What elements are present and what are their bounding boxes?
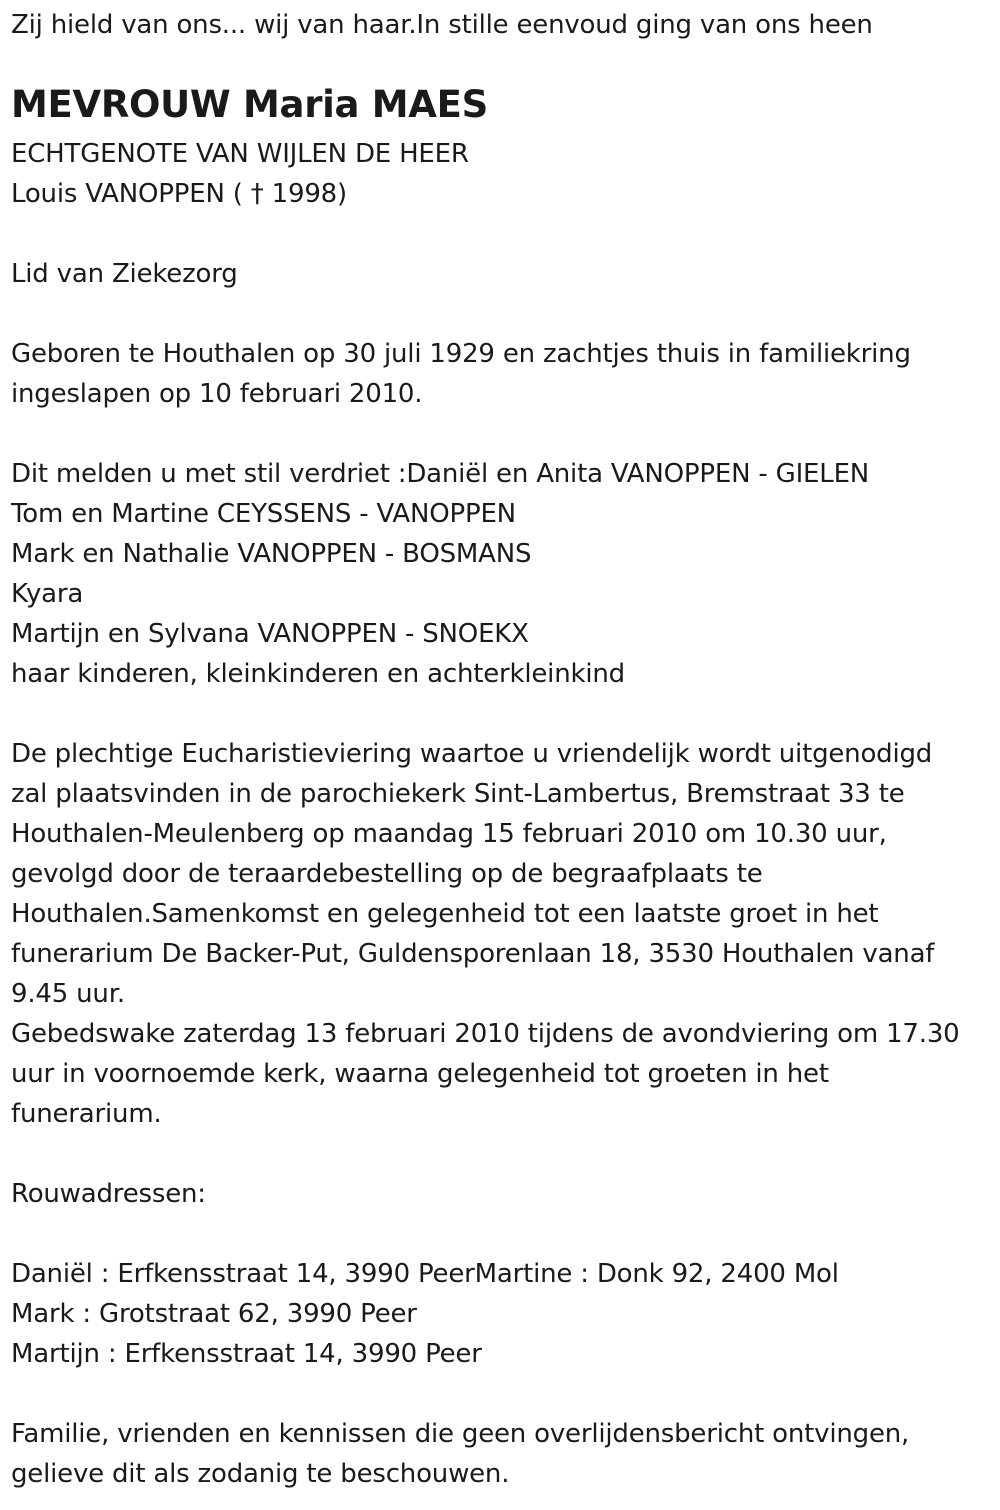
closing-line-1: Familie, vrienden en kennissen die geen overlijdensbericht ontvingen, xyxy=(11,1419,910,1449)
ceremony-line: funerarium De Backer-Put, Guldensporenlaan 18, 3530 Houthalen vanaf xyxy=(11,939,935,969)
ceremony-line: Houthalen-Meulenberg op maandag 15 februari 2010 om 10.30 uur, xyxy=(11,819,887,849)
addresses-heading: Rouwadressen: xyxy=(11,1179,206,1209)
ceremony-line: Houthalen.Samenkomst en gelegenheid tot een laatste groet in het xyxy=(11,899,879,929)
deceased-name: MEVROUW Maria MAES xyxy=(11,83,488,126)
family-line: Kyara xyxy=(11,579,84,609)
ceremony-line: funerarium. xyxy=(11,1099,162,1129)
ceremony-line: Gebedswake zaterdag 13 februari 2010 tijdens de avondviering om 17.30 xyxy=(11,1019,960,1049)
address-line: Mark : Grotstraat 62, 3990 Peer xyxy=(11,1299,417,1329)
address-line: Daniël : Erfkensstraat 14, 3990 PeerMartine : Donk 92, 2400 Mol xyxy=(11,1259,839,1289)
birth-line-2: ingeslapen op 10 februari 2010. xyxy=(11,379,423,409)
intro-text: Zij hield van ons... wij van haar.In stille eenvoud ging van ons heen xyxy=(11,10,873,40)
ceremony-line: uur in voornoemde kerk, waarna gelegenheid tot groeten in het xyxy=(11,1059,829,1089)
spouse-line-2: Louis VANOPPEN ( † 1998) xyxy=(11,179,347,209)
ceremony-line: 9.45 uur. xyxy=(11,979,125,1009)
birth-line-1: Geboren te Houthalen op 30 juli 1929 en zachtjes thuis in familiekring xyxy=(11,339,911,369)
family-line: Mark en Nathalie VANOPPEN - BOSMANS xyxy=(11,539,532,569)
family-line: Martijn en Sylvana VANOPPEN - SNOEKX xyxy=(11,619,529,649)
address-line: Martijn : Erfkensstraat 14, 3990 Peer xyxy=(11,1339,482,1369)
ceremony-line: De plechtige Eucharistieviering waartoe u vriendelijk wordt uitgenodigd xyxy=(11,739,933,769)
ceremony-line: zal plaatsvinden in de parochiekerk Sint-Lambertus, Bremstraat 33 te xyxy=(11,779,905,809)
family-line: haar kinderen, kleinkinderen en achterkleinkind xyxy=(11,659,625,689)
ceremony-line: gevolgd door de teraardebestelling op de begraafplaats te xyxy=(11,859,763,889)
family-line: Dit melden u met stil verdriet :Daniël en Anita VANOPPEN - GIELEN xyxy=(11,459,870,489)
spouse-line-1: ECHTGENOTE VAN WIJLEN DE HEER xyxy=(11,139,469,169)
membership-text: Lid van Ziekezorg xyxy=(11,259,238,289)
family-line: Tom en Martine CEYSSENS - VANOPPEN xyxy=(11,499,516,529)
closing-line-2: gelieve dit als zodanig te beschouwen. xyxy=(11,1459,510,1489)
